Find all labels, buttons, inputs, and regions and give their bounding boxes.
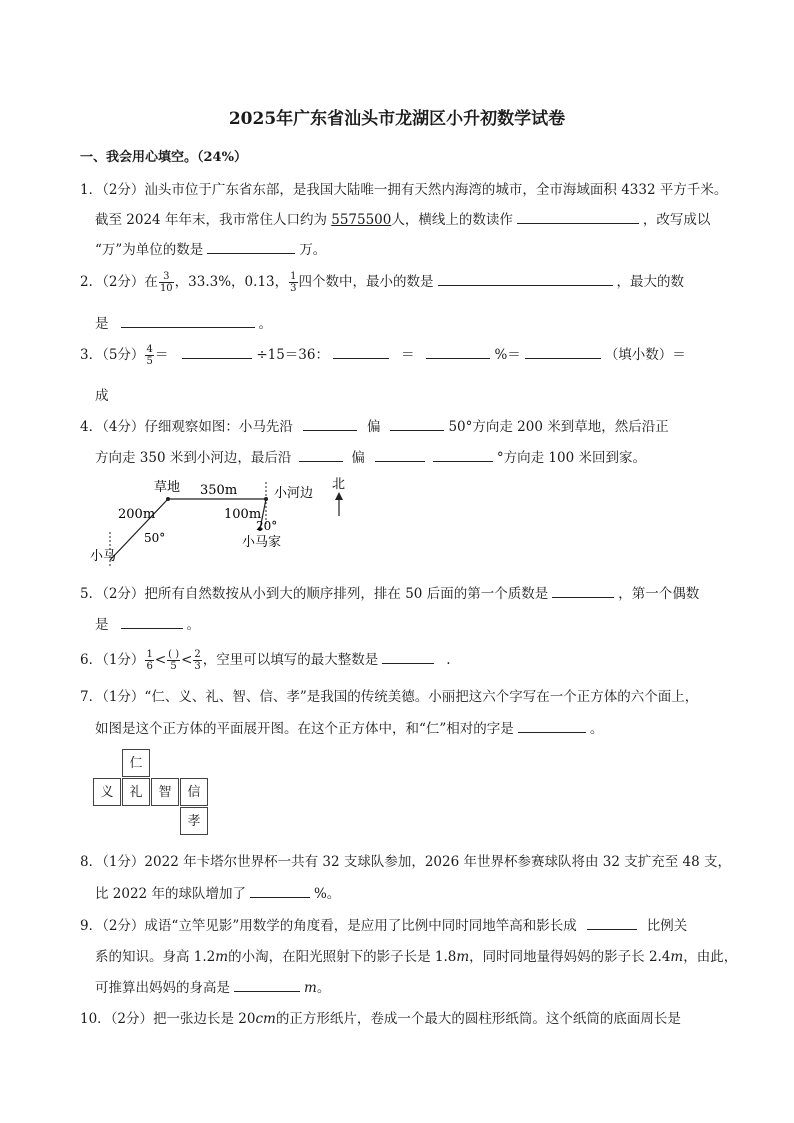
q2-text: ，33.3%，0.13̇， bbox=[174, 274, 289, 290]
q2-text: ，最大的数 bbox=[616, 274, 684, 290]
q8-text: %。 bbox=[313, 886, 341, 902]
q4-blank-5[interactable] bbox=[433, 449, 493, 462]
q9-text: 可推算出妈妈的身高是 bbox=[95, 980, 230, 996]
q9-line2 bbox=[95, 945, 737, 965]
cube-face-xiao: 孝 bbox=[180, 807, 208, 835]
q5-text: 是 bbox=[95, 617, 109, 633]
q3-fraction: $\frac{4}{5}$ bbox=[146, 344, 153, 367]
q9-text: 9．（2分）成语“立竿见影”用数学的角度看，是应用了比例中同时同地竿高和影长成 bbox=[80, 918, 577, 934]
q4-line2 bbox=[95, 446, 646, 466]
q9-blank-proportion[interactable] bbox=[587, 917, 637, 930]
q3-line2: 成 bbox=[95, 388, 109, 404]
q8-line1: 8．（1分）2022 年卡塔尔世界杯一共有 32 支球队参加，2026 年世界杯参赛球队将由 32 支扩充至 48 支， bbox=[80, 854, 732, 870]
q5-text: 。 bbox=[186, 617, 200, 633]
q4-blank-3[interactable] bbox=[299, 449, 343, 462]
q3-text: ÷15＝36： bbox=[256, 347, 329, 363]
q6-fraction-1: $\frac{1}{6}$ bbox=[146, 649, 153, 672]
q3-text: %＝ bbox=[494, 347, 521, 363]
q3-blank-3[interactable] bbox=[426, 346, 490, 359]
q9-blank-height[interactable] bbox=[234, 979, 300, 992]
q9-text: ，同时同地量得妈妈的影子长 2.4 bbox=[469, 949, 671, 965]
label-grass: 草地 bbox=[154, 480, 181, 495]
q2-line2 bbox=[95, 312, 272, 332]
q1-text: 万。 bbox=[299, 242, 327, 258]
q6-fraction-2: $\frac{( )}{5}$ bbox=[168, 649, 180, 672]
q1-text: 人，横线上的数读作 bbox=[391, 212, 513, 228]
q1-text: ，改写成以 bbox=[642, 212, 711, 228]
q2-line1 bbox=[80, 270, 684, 294]
q4-text: 偏 bbox=[351, 450, 365, 466]
q9-unit: m bbox=[304, 980, 317, 996]
q6-less-than: < bbox=[181, 652, 193, 668]
cube-net bbox=[93, 749, 209, 836]
q3-line1 bbox=[80, 343, 686, 367]
label-200m: 200m bbox=[118, 507, 156, 522]
q4-blank-4[interactable] bbox=[375, 449, 425, 462]
label-100m: 100m bbox=[224, 507, 262, 522]
q8-text: 比 2022 年的球队增加了 bbox=[95, 886, 246, 902]
q2-fraction-1: $\frac{3}{10}$ bbox=[159, 271, 173, 294]
q1-text: 截至 2024 年年末，我市常住人口约为 bbox=[95, 212, 332, 228]
q4-text: 方向走 350 米到小河边，最后沿 bbox=[95, 450, 292, 466]
q6-text: . bbox=[446, 652, 451, 668]
q4-blank-1[interactable] bbox=[303, 418, 357, 431]
q4-route-diagram bbox=[88, 472, 368, 570]
q1-line2 bbox=[95, 208, 710, 228]
q7-line2 bbox=[95, 717, 603, 737]
q1-underlined-number: 5575500 bbox=[331, 212, 392, 228]
q10-line1 bbox=[80, 1007, 681, 1027]
q3-text: （填小数）＝ bbox=[604, 347, 686, 363]
q5-text: ，第一个偶数 bbox=[618, 586, 700, 602]
cube-face-ren: 仁 bbox=[122, 749, 150, 777]
q3-blank-1[interactable] bbox=[182, 346, 252, 359]
page-title: 2025年广东省汕头市龙湖区小升初数学试卷 bbox=[228, 109, 566, 129]
q2-text: 四个数中，最小的数是 bbox=[298, 274, 434, 290]
q2-blank-largest[interactable] bbox=[121, 315, 255, 328]
label-river: 小河边 bbox=[274, 486, 314, 501]
cube-face-yi: 义 bbox=[93, 778, 121, 806]
q3-blank-2[interactable] bbox=[333, 346, 389, 359]
q5-blank-even[interactable] bbox=[121, 616, 183, 629]
q7-text: 如图是这个正方体的平面展开图。在这个正方体中，和“仁”相对的字是 bbox=[95, 721, 514, 737]
q8-line2 bbox=[95, 882, 340, 902]
q9-text: 系的知识。身高 1.2 bbox=[95, 949, 216, 965]
q1-line1: 1．（2分）汕头市位于广东省东部，是我国大陆唯一拥有天然内海湾的城市，全市海域面积 4332 平方千米。 bbox=[80, 182, 728, 198]
q3-text: ＝ bbox=[400, 347, 415, 363]
q9-text: ，由此， bbox=[683, 949, 738, 965]
q10-text: 10．（2分）把一张边长是 20 bbox=[80, 1011, 256, 1027]
q1-line3 bbox=[95, 238, 326, 258]
label-20deg: 20° bbox=[256, 519, 278, 533]
q8-blank[interactable] bbox=[250, 885, 310, 898]
q5-line1 bbox=[80, 582, 699, 602]
q1-text: “万”为单位的数是 bbox=[95, 242, 204, 258]
q2-text: 2．（2分）在 bbox=[80, 274, 158, 290]
q9-line3 bbox=[95, 976, 330, 996]
q6-text: ，空里可以填写的最大整数是 bbox=[202, 652, 379, 668]
label-home: 小马家 bbox=[242, 535, 282, 550]
q4-text: 偏 bbox=[366, 419, 381, 435]
label-50deg: 50° bbox=[144, 531, 166, 545]
q9-text: 比例关 bbox=[646, 918, 688, 934]
q2-text: 是 bbox=[95, 316, 109, 332]
q3-text: ＝ bbox=[154, 347, 169, 363]
q9-unit: m bbox=[670, 949, 684, 965]
cube-face-zhi: 智 bbox=[151, 778, 179, 806]
q7-blank[interactable] bbox=[518, 720, 586, 733]
q2-blank-smallest[interactable] bbox=[438, 273, 613, 286]
q9-line1 bbox=[80, 914, 687, 934]
q10-text: 的正方形纸片，卷成一个最大的圆柱形纸筒。这个纸筒的底面周长是 bbox=[275, 1011, 681, 1027]
q4-text: 50°方向走 200 米到草地，然后沿正 bbox=[448, 419, 669, 435]
q5-text: 5．（2分）把所有自然数按从小到大的顺序排列，排在 50 后面的第一个质数是 bbox=[80, 586, 549, 602]
q1-blank-reading[interactable] bbox=[517, 211, 639, 224]
cube-face-xin: 信 bbox=[180, 778, 208, 806]
q4-line1 bbox=[80, 415, 669, 435]
q2-text: 。 bbox=[258, 316, 272, 332]
q3-blank-4[interactable] bbox=[525, 346, 601, 359]
q1-blank-wan[interactable] bbox=[207, 241, 295, 254]
q7-line1: 7．（1分）“仁、义、礼、智、信、孝”是我国的传统美德。小丽把这六个字写在一个正方体的六个面上， bbox=[80, 689, 699, 705]
q4-text: °方向走 100 米回到家。 bbox=[496, 450, 646, 466]
q9-text: 。 bbox=[316, 980, 331, 996]
q2-fraction-2: $\frac{1}{3}$ bbox=[290, 271, 297, 294]
label-horse: 小马 bbox=[90, 549, 117, 564]
q3-text: 3．（5分） bbox=[80, 347, 145, 363]
q6-less-than: < bbox=[154, 652, 167, 668]
section-heading: 一、我会用心填空。（24%） bbox=[80, 150, 247, 165]
q6-line1 bbox=[80, 648, 451, 672]
q5-blank-prime[interactable] bbox=[552, 585, 614, 598]
q6-fraction-3: $\frac{2}{3}$ bbox=[194, 649, 201, 672]
q7-text: 。 bbox=[589, 721, 604, 737]
q9-unit: m bbox=[215, 949, 229, 965]
q9-unit: m bbox=[456, 949, 470, 965]
label-350m: 350m bbox=[200, 483, 238, 498]
q5-line2 bbox=[95, 613, 200, 633]
q9-text: 的小淘，在阳光照射下的影子长是 1.8 bbox=[228, 949, 457, 965]
q4-text: 4．（4分）仔细观察如图：小马先沿 bbox=[80, 419, 293, 435]
cube-face-li: 礼 bbox=[122, 778, 150, 806]
q10-unit: cm bbox=[255, 1011, 276, 1027]
q6-text: 6．（1分） bbox=[80, 652, 145, 668]
q6-blank[interactable] bbox=[382, 651, 434, 664]
q4-blank-2[interactable] bbox=[390, 418, 444, 431]
label-north: 北 bbox=[332, 477, 346, 492]
